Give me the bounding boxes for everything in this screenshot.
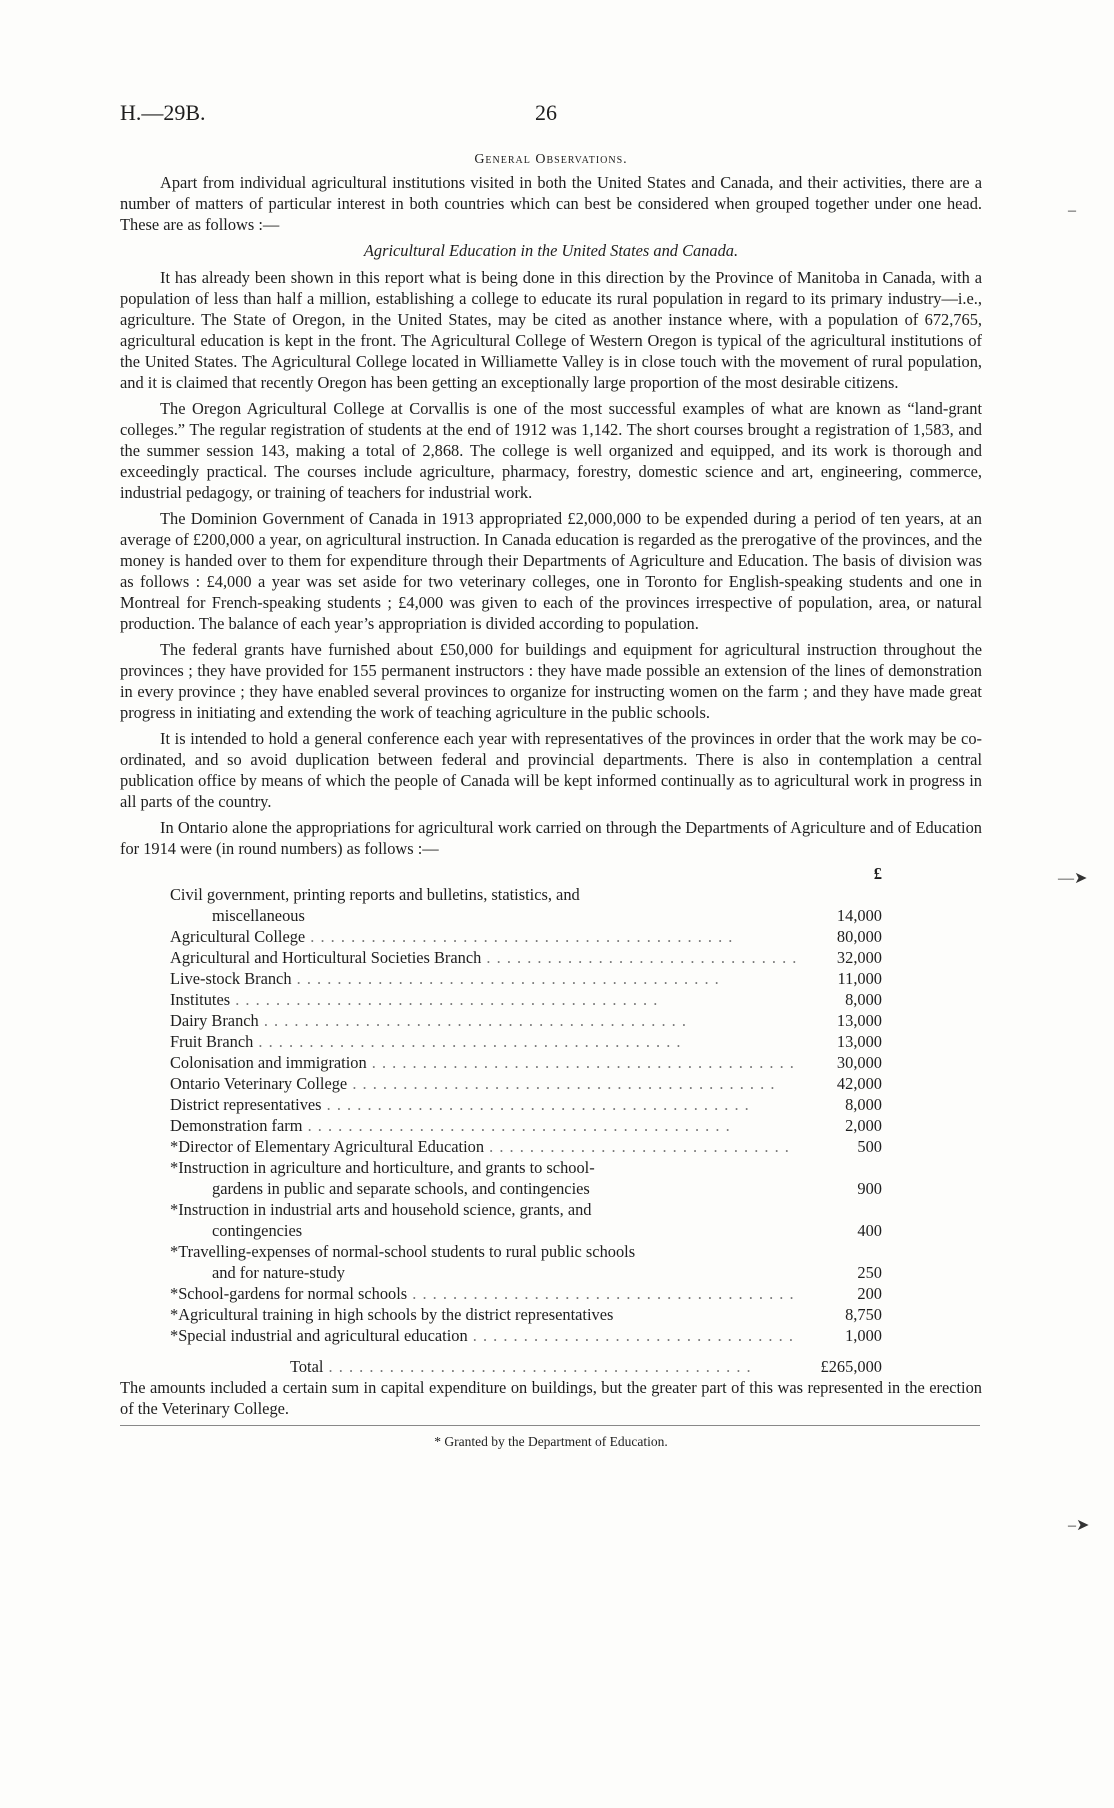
row-label-continued: miscellaneous <box>212 906 305 925</box>
row-amount: 8,000 <box>845 1095 882 1114</box>
table-row <box>170 1115 882 1136</box>
section-title: General Observations. <box>474 152 628 167</box>
currency-unit: £ <box>873 864 882 883</box>
paragraph-dominion-grant: The Dominion Government of Canada in 1913 appropriated £2,000,000 to be expended during a period of ten years, at an average of £200,000 a year, on agricultural instruction. In Canada education is regarded as the prerogative of the provinces, and the money is handed over to them for expenditure through their Departments of Agriculture and Education. The basis of division was as follows : £4,000 a year was set aside for two veterinary colleges, one in Toronto for English-speaking students and one in Montreal for French-speaking students ; £4,000 was given to each of the provinces irrespective of population, area, or natural production. The balance of each year’s appropriation is divided according to population. <box>120 509 982 633</box>
row-amount: 250 <box>857 1263 882 1282</box>
row-amount: 11,000 <box>837 969 882 988</box>
row-label: Agricultural College . . . <box>170 926 796 947</box>
row-label: Agricultural and Horticultural Societies Branch . . . <box>170 947 796 968</box>
row-label-continued: contingencies <box>212 1221 303 1240</box>
row-amount: 8,750 <box>845 1305 882 1324</box>
table-row <box>170 1052 882 1073</box>
paragraph-conference: It is intended to hold a general conference each year with representatives of the provinces in order that the work may be co-ordinated, and so avoid duplication between federal and provincial departments. There is also in contemplation a central publication office by means of which the people of Canada will be kept informed continually as to agricultural work in progress in all parts of the country. <box>120 729 982 811</box>
margin-mark-arrow: —➤ <box>1058 870 1088 887</box>
table-row <box>170 1304 882 1325</box>
table-row <box>170 1157 882 1199</box>
row-label: Institutes . . . <box>170 989 796 1010</box>
row-amount: 500 <box>857 1137 882 1156</box>
table-row <box>170 947 882 968</box>
row-amount: 14,000 <box>836 906 882 925</box>
table-row <box>170 989 882 1010</box>
row-label: District representatives . . . <box>170 1094 796 1115</box>
row-label: Live-stock Branch . . . <box>170 968 796 989</box>
row-label: *Director of Elementary Agricultural Education . . . <box>170 1136 796 1157</box>
total-label: Total . . . <box>170 1356 796 1377</box>
table-row <box>170 1010 882 1031</box>
table-row <box>170 1094 882 1115</box>
subheading: Agricultural Education in the United States and Canada. <box>363 241 739 260</box>
row-amount: 900 <box>857 1179 882 1198</box>
row-label: Ontario Veterinary College . . . <box>170 1073 796 1094</box>
intro-paragraph: Apart from individual agricultural institutions visited in both the United States and Canada, and their activities, there are a number of matters of particular interest in both countries which can best be considered when grouped together under one head. These are as follows :— <box>120 173 982 234</box>
row-amount: 80,000 <box>836 927 882 946</box>
row-label: Civil government, printing reports and bulletins, statistics, and <box>170 885 580 904</box>
total-amount: £265,000 <box>820 1357 882 1376</box>
page-number: 26 <box>535 100 557 125</box>
row-amount: 1,000 <box>845 1326 882 1345</box>
row-label: Demonstration farm . . . <box>170 1115 796 1136</box>
row-label: *Travelling-expenses of normal-school students to rural public schools <box>170 1242 636 1261</box>
table-row <box>170 926 882 947</box>
row-amount: 13,000 <box>836 1032 882 1051</box>
table-row <box>170 1241 882 1283</box>
table-row <box>170 1325 882 1346</box>
row-label-continued: and for nature-study <box>212 1263 345 1282</box>
row-amount: 400 <box>857 1221 882 1240</box>
row-label: Fruit Branch . . . <box>170 1031 796 1052</box>
table-row <box>170 1073 882 1094</box>
table-row <box>170 1283 882 1304</box>
row-amount: 30,000 <box>836 1053 882 1072</box>
margin-mark-arrow: –➤ <box>1068 1517 1090 1534</box>
row-label: *School-gardens for normal schools . . . <box>170 1283 796 1304</box>
margin-mark-dash: – <box>1068 202 1076 219</box>
row-amount: 13,000 <box>836 1011 882 1030</box>
closing-paragraph: The amounts included a certain sum in capital expenditure on buildings, but the greater part of this was represented in the erection of the Veterinary College. <box>120 1378 982 1418</box>
row-amount: 8,000 <box>845 990 882 1009</box>
page-body <box>120 152 982 1450</box>
row-label: Dairy Branch . . . <box>170 1010 796 1031</box>
paragraph-corvallis: The Oregon Agricultural College at Corvallis is one of the most successful examples of what are known as “land-grant colleges.” The regular registration of students at the end of 1912 was 1,142. The short courses brought a registration of 1,583, and the summer session 143, making a total of 2,868. The college is well organized and equipped, and its work is thorough and exceedingly practical. The courses include agriculture, pharmacy, forestry, domestic science and art, engineering, commerce, industrial pedagogy, or training of teachers for industrial work. <box>120 399 982 502</box>
row-amount: 42,000 <box>836 1074 882 1093</box>
paragraph-federal-grants: The federal grants have furnished about £50,000 for buildings and equipment for agricultural instruction throughout the provinces ; they have provided for 155 permanent instructors : they have made possible an extension of the lines of demonstration in every province ; they have enabled several provinces to organize for instructing women on the farm ; and they have made great progress in initiating and extending the work of teaching agriculture in the public schools. <box>120 640 982 722</box>
footnote-rule <box>120 1425 980 1426</box>
row-label: Colonisation and immigration . . . <box>170 1052 796 1073</box>
row-amount: 2,000 <box>845 1116 882 1135</box>
row-amount: 200 <box>857 1284 882 1303</box>
total-row <box>170 1356 882 1377</box>
row-label: *Special industrial and agricultural education . . . <box>170 1325 796 1346</box>
row-label: *Instruction in agriculture and horticulture, and grants to school- <box>170 1158 595 1177</box>
row-amount: 32,000 <box>836 948 882 967</box>
document-reference: H.—29B. <box>120 100 206 125</box>
table-row <box>170 968 882 989</box>
table-row <box>170 884 882 926</box>
footnote: * Granted by the Department of Education. <box>434 1434 668 1449</box>
row-label: *Agricultural training in high schools by the district representatives <box>170 1305 614 1324</box>
paragraph-ontario: In Ontario alone the appropriations for agricultural work carried on through the Departments of Agriculture and of Education for 1914 were (in round numbers) as follows :— <box>120 818 982 858</box>
row-label: *Instruction in industrial arts and household science, grants, and <box>170 1200 592 1219</box>
table-row <box>170 1199 882 1241</box>
table-row <box>170 1136 882 1157</box>
table-row <box>170 1031 882 1052</box>
appropriations-table <box>170 864 882 1377</box>
paragraph-manitoba-oregon: It has already been shown in this report what is being done in this direction by the Province of Manitoba in Canada, with a population of less than half a million, establishing a college to educate its rural population in regard to its primary industry—i.e., agriculture. The State of Oregon, in the United States, may be cited as another instance where, with a population of 672,765, agricultural education is kept in the front. The Agricultural College of Western Oregon is typical of the agricultural institutions of the United States. The Agricultural College located in Williamette Valley is in close touch with the movement of rural population, and it is claimed that recently Oregon has been getting an exceptionally large proportion of the most desirable citizens. <box>120 268 982 392</box>
row-label-continued: gardens in public and separate schools, and contingencies <box>212 1179 590 1198</box>
